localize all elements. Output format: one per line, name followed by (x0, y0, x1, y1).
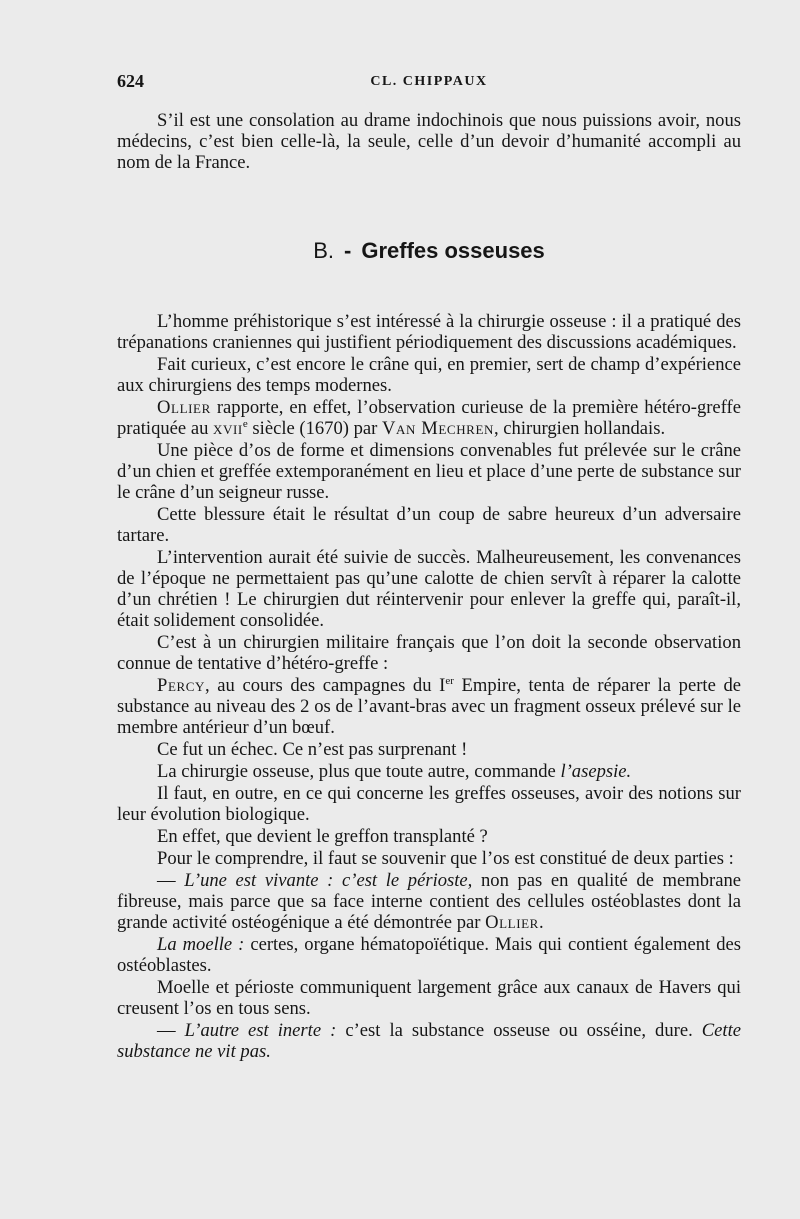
paragraph-text: rapporte, en effet, l’observation curieuse de la première hétéro-greffe pratiquée au (117, 397, 741, 439)
section-separator: - (344, 238, 352, 263)
intro-block (117, 110, 741, 173)
paragraph (117, 397, 741, 439)
section-title: Greffes osseuses (361, 238, 545, 263)
emphasis: Cette substance ne vit pas. (117, 1020, 741, 1062)
paragraph (117, 1020, 741, 1062)
paragraph: Une pièce d’os de forme et dimensions convenables fut prélevée sur le crâne d’un chien et greffée extemporanément en lieu et place d’une perte de substance sur le crâne d’un seigneur russe. (117, 440, 741, 503)
paragraph: En effet, que devient le greffon transplanté ? (157, 826, 488, 847)
dash: — (157, 1020, 185, 1041)
intro-paragraph: S’il est une consolation au drame indochinois que nous puissions avoir, nous médecins, c’est bien celle-là, la seule, celle d’un devoir d’humanité accompli au nom de la France. (117, 110, 741, 173)
paragraph (117, 675, 741, 738)
emphasis: l’asepsie. (560, 761, 632, 782)
page-header (117, 71, 741, 95)
paragraph-text: certes, organe hématopoïétique. Mais qui contient également des ostéoblastes. (117, 934, 741, 976)
paragraph: Pour le comprendre, il faut se souvenir que l’os est constitué de deux parties : (157, 848, 734, 869)
author-name: Ollier (485, 912, 539, 933)
paragraph: L’intervention aurait été suivie de succès. Malheureusement, les convenances de l’époque ne permettaient pas qu’une calotte de chien servît à réparer la calotte d’un chrétien ! Le chirurgien dut réintervenir pour enlever la greffe qui, paraît-il, était solidement consolidée. (117, 547, 741, 631)
author-name: Percy (157, 675, 206, 696)
author-name: Ollier (157, 397, 211, 418)
paragraph: Fait curieux, c’est encore le crâne qui, en premier, sert de champ d’expérience aux chirurgiens des temps modernes. (117, 354, 741, 396)
paragraph: Il faut, en outre, en ce qui concerne les greffes osseuses, avoir des notions sur leur évolution biologique. (117, 783, 741, 825)
paragraph: C’est à un chirurgien militaire français que l’on doit la seconde observation connue de tentative d’hétéro-greffe : (117, 632, 741, 674)
paragraph-text: La chirurgie osseuse, plus que toute autre, commande (157, 761, 561, 782)
paragraph-text: siècle (1670) par (247, 418, 382, 439)
paragraph: Moelle et périoste communiquent largement grâce aux canaux de Havers qui creusent l’os en tous sens. (117, 977, 741, 1019)
dash: — (157, 870, 185, 891)
paragraph-text: . (538, 912, 544, 933)
paragraph-text: , au cours des campagnes du I (205, 675, 446, 696)
superscript: er (445, 675, 454, 687)
paragraph-text: c’est la substance osseuse ou osséine, dure. (336, 1020, 702, 1041)
section-heading (117, 238, 741, 264)
paragraph-text: , chirurgien hollandais. (494, 418, 666, 439)
body-text (117, 311, 741, 1062)
paragraph-text: non pas en qualité de membrane fibreuse, mais parce que sa face interne contient des cellules ostéoblastes dont la grande activité ostéogénique a été démontrée par (117, 870, 741, 933)
paragraph (117, 934, 741, 976)
emphasis: La moelle : (157, 934, 245, 955)
century-numeral: xvii (213, 418, 243, 439)
superscript: e (242, 418, 248, 430)
paragraph: Cette blessure était le résultat d’un coup de sabre heureux d’un adversaire tartare. (117, 504, 741, 546)
emphasis: L’une est vivante : c’est le périoste, (184, 870, 473, 891)
paragraph: Ce fut un échec. Ce n’est pas surprenant ! (157, 739, 468, 760)
paragraph (117, 870, 741, 933)
section-letter: B. (313, 238, 335, 263)
page-number: 624 (117, 71, 144, 91)
paragraph (117, 761, 741, 782)
paragraph-text: Empire, tenta de réparer la perte de substance au niveau des 2 os de l’avant-bras avec un fragment osseux prélevé sur le membre antérieur d’un bœuf. (117, 675, 741, 738)
running-head: CL. CHIPPAUX (370, 74, 488, 89)
surgeon-name: Van Mechren (382, 418, 494, 439)
paragraph: L’homme préhistorique s’est intéressé à la chirurgie osseuse : il a pratiqué des trépanations craniennes qui justifient périodiquement des discussions académiques. (117, 311, 741, 353)
emphasis: L’autre est inerte : (184, 1020, 337, 1041)
